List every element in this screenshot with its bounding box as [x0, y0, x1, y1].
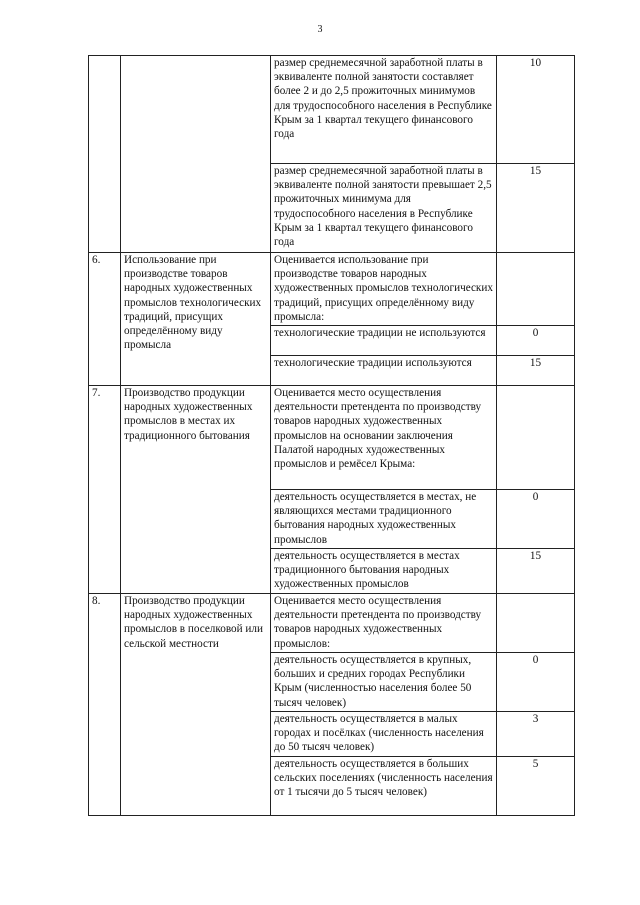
criterion-description-cell: размер среднемесячной заработной платы в эквиваленте полной занятости составляет более 2 и до 2,5 прожиточных минимумов для трудоспособного населения в Республике Крым за 1 квартал текущего финансового года — [271, 56, 497, 164]
criterion-description-cell: деятельность осуществляется в местах, не являющихся местами традиционного бытования народных художественных промыслов — [271, 490, 497, 549]
criterion-description-cell: деятельность осуществляется в больших сельских поселениях (численность населения от 1 тысячи до 5 тысяч человек) — [271, 757, 497, 816]
table-row — [89, 594, 575, 653]
criterion-number-cell — [89, 56, 121, 253]
score-cell: 15 — [497, 549, 575, 594]
score-cell — [497, 253, 575, 326]
score-cell — [497, 594, 575, 653]
criteria-table — [88, 55, 575, 816]
criterion-description-cell: технологические традиции используются — [271, 356, 497, 386]
score-cell: 0 — [497, 326, 575, 356]
score-cell: 15 — [497, 164, 575, 253]
table-row — [89, 386, 575, 490]
score-cell: 15 — [497, 356, 575, 386]
criterion-number-cell: 7. — [89, 386, 121, 594]
score-cell: 10 — [497, 56, 575, 164]
criterion-name-cell: Производство продукции народных художественных промыслов в местах их традиционного бытования — [121, 386, 271, 594]
page-number: 3 — [317, 24, 323, 35]
score-cell: 3 — [497, 712, 575, 757]
criterion-name-cell: Использование при производстве товаров народных художественных промыслов технологических традиций, присущих определённому виду промысла — [121, 253, 271, 386]
criterion-number-cell: 8. — [89, 594, 121, 816]
table-row — [89, 253, 575, 326]
criterion-description-cell: Оценивается использование при производстве товаров народных художественных промыслов технологических традиций, присущих определённому виду промысла: — [271, 253, 497, 326]
criterion-description-cell: Оценивается место осуществления деятельности претендента по производству товаров народных художественных промыслов: — [271, 594, 497, 653]
criterion-number-cell: 6. — [89, 253, 121, 386]
table-row — [89, 56, 575, 164]
criterion-name-cell — [121, 56, 271, 253]
criterion-description-cell: деятельность осуществляется в крупных, больших и средних городах Республики Крым (численностью населения более 50 тысяч человек) — [271, 653, 497, 712]
criterion-description-cell: Оценивается место осуществления деятельности претендента по производству товаров народных художественных промыслов на основании заключения Палатой народных художественных промыслов и ремёсел Крыма: — [271, 386, 497, 490]
criterion-description-cell: деятельность осуществляется в малых городах и посёлках (численность населения до 50 тысяч человек) — [271, 712, 497, 757]
score-cell: 0 — [497, 490, 575, 549]
score-cell: 5 — [497, 757, 575, 816]
score-cell — [497, 386, 575, 490]
criterion-description-cell: деятельность осуществляется в местах традиционного бытования народных художественных промыслов — [271, 549, 497, 594]
criterion-name-cell: Производство продукции народных художественных промыслов в поселковой или сельской местности — [121, 594, 271, 816]
criterion-description-cell: технологические традиции не используются — [271, 326, 497, 356]
criterion-description-cell: размер среднемесячной заработной платы в эквиваленте полной занятости превышает 2,5 прожиточных минимума для трудоспособного населения в Республике Крым за 1 квартал текущего финансового года — [271, 164, 497, 253]
score-cell: 0 — [497, 653, 575, 712]
